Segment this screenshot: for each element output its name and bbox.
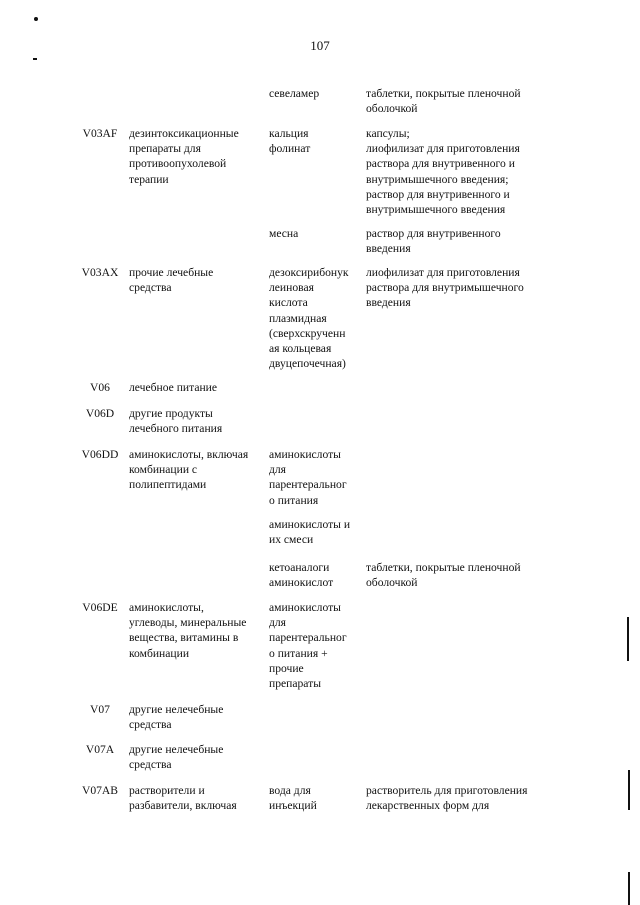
atc-code: V07 xyxy=(90,703,110,716)
group-name: дезинтоксикационные препараты для противоопухолевой терапии xyxy=(129,127,239,186)
atc-code: V06 xyxy=(90,381,110,394)
dosage-form: капсулы; лиофилизат для приготовления раствора для внутривенного и внутримышечного введения; раствор для внутривенного и внутримышечного введения xyxy=(366,127,520,217)
atc-code: V06D xyxy=(85,407,115,420)
drug-name: месна xyxy=(269,227,299,240)
atc-code: V06DD xyxy=(81,448,119,461)
group-name: другие нелечебные средства xyxy=(129,703,224,732)
dosage-form: таблетки, покрытые пленочной оболочкой xyxy=(366,87,521,116)
drug-name: вода для инъекций xyxy=(269,784,317,813)
group-name: аминокислоты, включая комбинации с полипептидами xyxy=(129,448,249,492)
drug-name: севеламер xyxy=(269,87,320,100)
atc-code: V07A xyxy=(85,743,115,756)
drug-name: кальция фолинат xyxy=(269,127,311,156)
dosage-form: лиофилизат для приготовления раствора для внутримышечного введения xyxy=(366,266,524,310)
group-name: аминокислоты, углеводы, минеральные вещества, витамины в комбинации xyxy=(129,601,247,660)
drug-name: аминокислоты для парентеральног о питания xyxy=(269,448,347,507)
dosage-form: таблетки, покрытые пленочной оболочкой xyxy=(366,561,521,590)
group-name: растворители и разбавители, включая xyxy=(129,784,237,813)
drug-name: аминокислоты и их смеси xyxy=(269,518,351,547)
atc-code: V03AX xyxy=(81,266,119,279)
group-name: прочие лечебные средства xyxy=(129,266,214,295)
atc-code: V03AF xyxy=(82,127,118,140)
dosage-form: растворитель для приготовления лекарственных форм для xyxy=(366,784,528,813)
atc-code: V06DE xyxy=(82,601,118,614)
page-number: 107 xyxy=(310,38,330,53)
group-name: лечебное питание xyxy=(129,381,218,394)
drug-name: кетоаналоги аминокислот xyxy=(269,561,334,590)
drug-name: дезоксирибонук леиновая кислота плазмидная (сверхскрученн ая кольцевая двуцепочечная) xyxy=(269,266,349,371)
group-name: другие нелечебные средства xyxy=(129,743,224,772)
group-name: другие продукты лечебного питания xyxy=(129,407,223,436)
atc-code: V07AB xyxy=(81,784,119,797)
drug-name: аминокислоты для парентеральног о питания + прочие препараты xyxy=(269,601,347,691)
dosage-form: раствор для внутривенного введения xyxy=(366,227,501,256)
